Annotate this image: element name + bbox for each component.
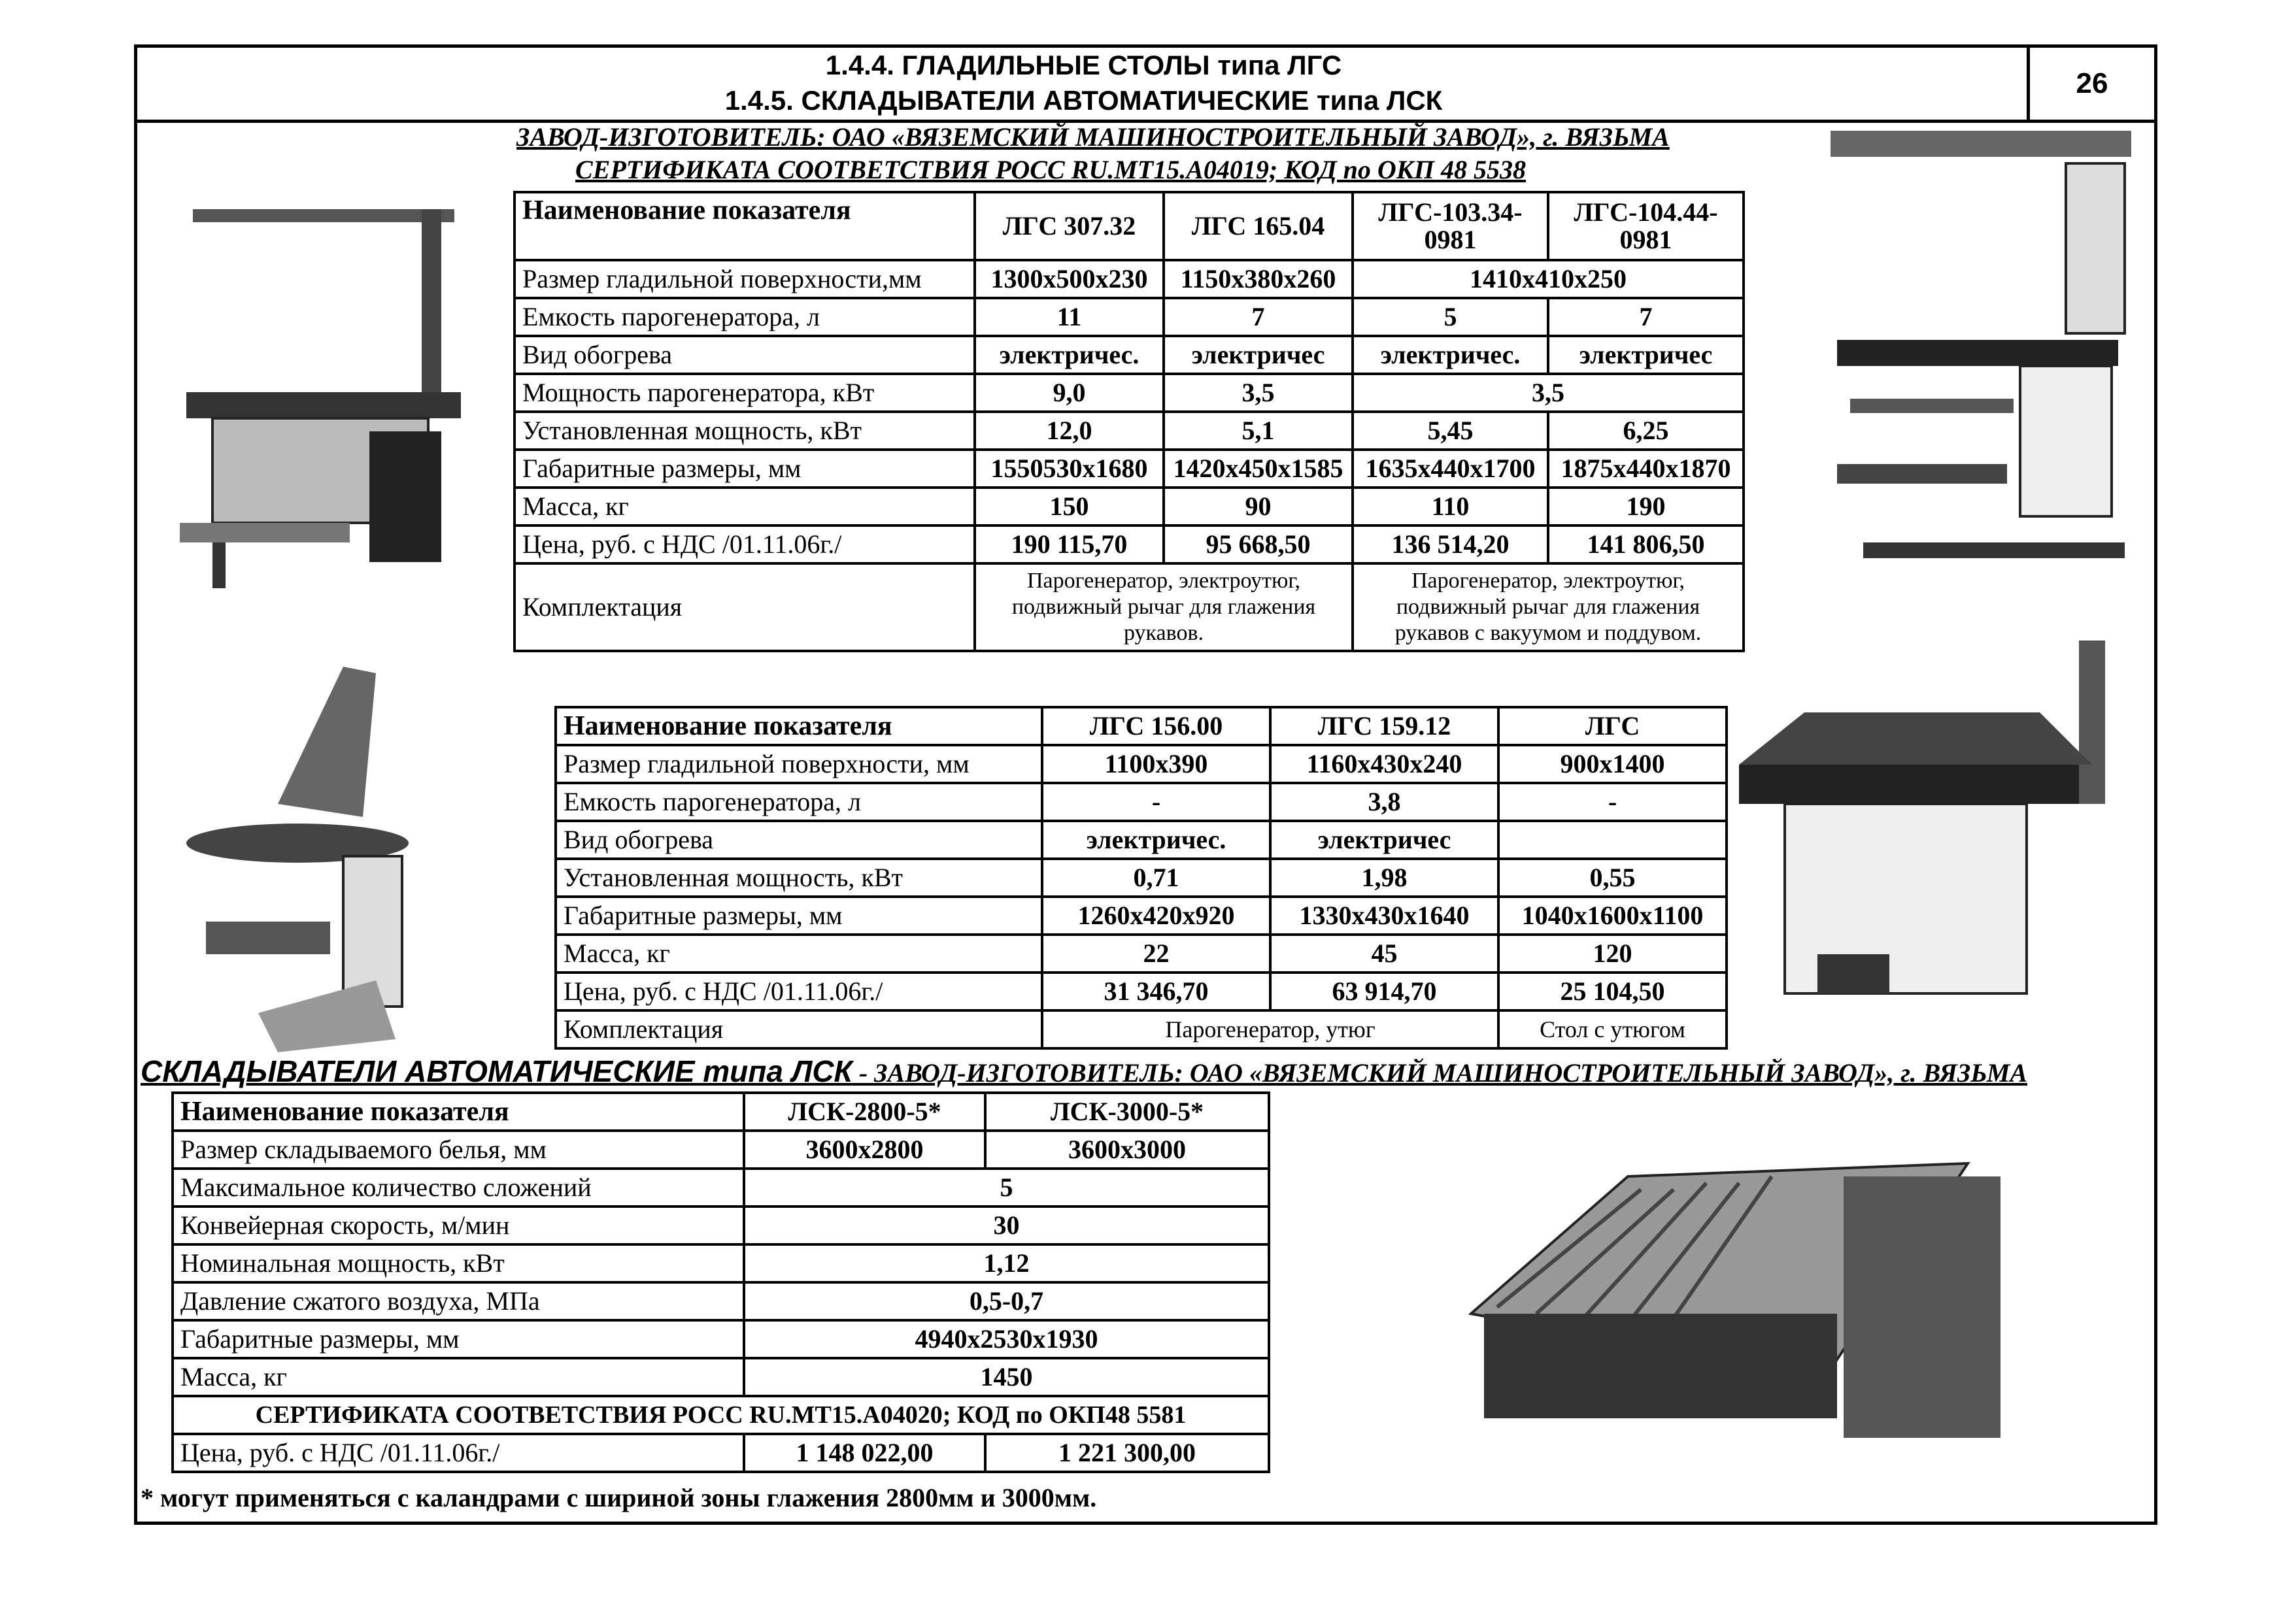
row-label: Комплектация: [556, 1010, 1042, 1048]
cell: 190 115,70: [975, 525, 1164, 563]
table-row: [173, 1207, 1269, 1244]
table-row: [515, 563, 1744, 651]
row-label: Мощность парогенератора, кВт: [515, 374, 975, 412]
cell: 1150x380x260: [1164, 260, 1353, 298]
ironing-table-image-1: [173, 183, 487, 595]
row-label: Габаритные размеры, мм: [556, 897, 1042, 935]
table-row: [173, 1282, 1269, 1320]
cell: 1300x500x230: [975, 260, 1164, 298]
table-row: [173, 1358, 1269, 1396]
table-row: [515, 260, 1744, 298]
table-row: [515, 336, 1744, 374]
kit-cell: Стол с утюгом: [1498, 1010, 1727, 1048]
cell: 3,5: [1353, 374, 1744, 412]
table-row: [556, 859, 1727, 897]
table-row: [173, 1320, 1269, 1358]
table1-header-model: ЛГС 165.04: [1164, 192, 1353, 260]
cell: 1550530x1680: [975, 450, 1164, 488]
cell: 95 668,50: [1164, 525, 1353, 563]
cell: 1160x430x240: [1270, 745, 1498, 783]
cell: 30: [744, 1207, 1269, 1244]
table-row: [556, 973, 1727, 1010]
row-label: Цена, руб. с НДС /01.11.06г./: [173, 1434, 744, 1472]
page-number: 26: [2027, 44, 2157, 123]
cell: 6,25: [1548, 412, 1744, 450]
folding-machine-image: [1458, 1150, 2033, 1477]
cell: 190: [1548, 488, 1744, 525]
cell: 150: [975, 488, 1164, 525]
ironing-table-photo-graphic: [173, 183, 487, 595]
cell: 25 104,50: [1498, 973, 1727, 1010]
cell: 1635x440x1700: [1353, 450, 1548, 488]
cell: 110: [1353, 488, 1548, 525]
cell: 22: [1042, 935, 1270, 973]
title-line-2: 1.4.5. СКЛАДЫВАТЕЛИ АВТОМАТИЧЕСКИЕ типа ЛСК: [724, 85, 1443, 116]
table-row: [173, 1244, 1269, 1282]
row-label: Вид обогрева: [515, 336, 975, 374]
cell: 45: [1270, 935, 1498, 973]
sleeve-ironing-table-photo-graphic: [180, 647, 454, 1052]
row-label: Масса, кг: [515, 488, 975, 525]
cell: 1100x390: [1042, 745, 1270, 783]
cell: 1875x440x1870: [1548, 450, 1744, 488]
footnote: * могут применяться с каландрами с шириной зоны глажения 2800мм и 3000мм.: [141, 1483, 1097, 1512]
certificate-line: СЕРТИФИКАТА СООТВЕТСТВИЯ РОСС RU.MT15.A04019; КОД по ОКП 48 5538: [575, 155, 1527, 184]
cell: 1,12: [744, 1244, 1269, 1282]
row-label: Давление сжатого воздуха, МПа: [173, 1282, 744, 1320]
title-line-1: 1.4.4. ГЛАДИЛЬНЫЕ СТОЛЫ типа ЛГС: [825, 50, 1342, 80]
cell: 1330x430x1640: [1270, 897, 1498, 935]
cell: 5: [744, 1169, 1269, 1207]
row-label: Цена, руб. с НДС /01.11.06г./: [515, 525, 975, 563]
cell: электричес.: [1042, 821, 1270, 859]
row-label: Емкость парогенератора, л: [515, 298, 975, 336]
cell: 11: [975, 298, 1164, 336]
table-row: [556, 783, 1727, 821]
table1-header-param: Наименование показателя: [515, 192, 975, 260]
cell: электричес.: [975, 336, 1164, 374]
table1-header-model: ЛГС-103.34-0981: [1353, 192, 1548, 260]
cell: 900x1400: [1498, 745, 1727, 783]
cell: 31 346,70: [1042, 973, 1270, 1010]
cell: 90: [1164, 488, 1353, 525]
row-label: Максимальное количество сложений: [173, 1169, 744, 1207]
row-label: Цена, руб. с НДС /01.11.06г./: [556, 973, 1042, 1010]
cell: 1 221 300,00: [985, 1434, 1269, 1472]
ironing-table-image-3: [1726, 641, 2125, 1033]
row-label: Масса, кг: [173, 1358, 744, 1396]
row-label: Размер гладильной поверхности, мм: [556, 745, 1042, 783]
table-row: [515, 412, 1744, 450]
row-label: Установленная мощность, кВт: [556, 859, 1042, 897]
table3-header-param: Наименование показателя: [173, 1093, 744, 1131]
table-row: [556, 935, 1727, 973]
kit-cell: Парогенератор, электроутюг, подвижный рычаг для глажения рукавов.: [975, 563, 1353, 651]
table2-header-model: ЛГС: [1498, 707, 1727, 745]
cell: 7: [1548, 298, 1744, 336]
cell: 1450: [744, 1358, 1269, 1396]
folders-section-maker: - ЗАВОД-ИЗГОТОВИТЕЛЬ: ОАО «ВЯЗЕМСКИЙ МАШИНОСТРОИТЕЛЬНЫЙ ЗАВОД», г. ВЯЗЬМА: [852, 1058, 2027, 1088]
ironing-table-photo-graphic: [1726, 641, 2125, 1033]
manufacturer-line: ЗАВОД-ИЗГОТОВИТЕЛЬ: ОАО «ВЯЗЕМСКИЙ МАШИНОСТРОИТЕЛЬНЫЙ ЗАВОД», г. ВЯЗЬМА: [516, 122, 1670, 152]
cell: 1 148 022,00: [744, 1434, 985, 1472]
cell: 3600x3000: [985, 1131, 1269, 1169]
table3-header-model: ЛСК-3000-5*: [985, 1093, 1269, 1131]
table-row: [515, 450, 1744, 488]
table-row: [173, 1434, 1269, 1472]
cell: 1,98: [1270, 859, 1498, 897]
cell: 136 514,20: [1353, 525, 1548, 563]
table1-header-model: ЛГС-104.44-0981: [1548, 192, 1744, 260]
cell: -: [1498, 783, 1727, 821]
cell: 1420x450x1585: [1164, 450, 1353, 488]
ironing-tables-spec-table-1: [513, 191, 1745, 652]
kit-cell: Парогенератор, утюг: [1042, 1010, 1498, 1048]
table3-header-model: ЛСК-2800-5*: [744, 1093, 985, 1131]
cell: электричес.: [1353, 336, 1548, 374]
folders-section-title: СКЛАДЫВАТЕЛИ АВТОМАТИЧЕСКИЕ типа ЛСК: [141, 1054, 853, 1088]
row-label: Масса, кг: [556, 935, 1042, 973]
table1-header-model: ЛГС 307.32: [975, 192, 1164, 260]
cell: 141 806,50: [1548, 525, 1744, 563]
table-row: [556, 821, 1727, 859]
table2-header-param: Наименование показателя: [556, 707, 1042, 745]
cell: 12,0: [975, 412, 1164, 450]
table-row: [515, 374, 1744, 412]
folders-section-heading: [141, 1054, 2027, 1089]
cell: 1410x410x250: [1353, 260, 1744, 298]
table-row: [556, 745, 1727, 783]
cell: 5,1: [1164, 412, 1353, 450]
row-label: Комплектация: [515, 563, 975, 651]
sleeve-ironing-table-image: [180, 647, 454, 1052]
cell: 0,71: [1042, 859, 1270, 897]
cell: 120: [1498, 935, 1727, 973]
table-row: [515, 488, 1744, 525]
cell: 3600x2800: [744, 1131, 985, 1169]
table-row: [173, 1169, 1269, 1207]
page-title: [134, 44, 2030, 123]
cell: 9,0: [975, 374, 1164, 412]
table-row: [556, 1010, 1727, 1048]
table2-header-model: ЛГС 159.12: [1270, 707, 1498, 745]
table-row: [515, 298, 1744, 336]
cell: 63 914,70: [1270, 973, 1498, 1010]
row-label: Размер складываемого белья, мм: [173, 1131, 744, 1169]
cell: 3,8: [1270, 783, 1498, 821]
cell: 1260x420x920: [1042, 897, 1270, 935]
row-label: Вид обогрева: [556, 821, 1042, 859]
row-label: Емкость парогенератора, л: [556, 783, 1042, 821]
row-label: Конвейерная скорость, м/мин: [173, 1207, 744, 1244]
ironing-table-photo-graphic: [1824, 124, 2138, 582]
folding-machine-photo-graphic: [1458, 1150, 2033, 1477]
folders-spec-table: [171, 1091, 1270, 1473]
kit-cell: Парогенератор, электроутюг, подвижный рычаг для глажения рукавов с вакуумом и поддувом.: [1353, 563, 1744, 651]
cell: 5: [1353, 298, 1548, 336]
cell: электричес: [1548, 336, 1744, 374]
row-label: Размер гладильной поверхности,мм: [515, 260, 975, 298]
ironing-tables-spec-table-2: [554, 706, 1728, 1050]
cell: 4940x2530x1930: [744, 1320, 1269, 1358]
table2-header-model: ЛГС 156.00: [1042, 707, 1270, 745]
table-row: [173, 1396, 1269, 1434]
table-row: [173, 1131, 1269, 1169]
row-label: Габаритные размеры, мм: [515, 450, 975, 488]
cell: 5,45: [1353, 412, 1548, 450]
ironing-table-image-2: [1824, 124, 2138, 582]
certificate-row: СЕРТИФИКАТА СООТВЕТСТВИЯ РОСС RU.MT15.A04020; КОД по ОКП48 5581: [173, 1396, 1269, 1434]
table-row: [515, 525, 1744, 563]
table-row: [556, 897, 1727, 935]
cell: 3,5: [1164, 374, 1353, 412]
row-label: Габаритные размеры, мм: [173, 1320, 744, 1358]
cell: электричес: [1270, 821, 1498, 859]
cell: электричес: [1164, 336, 1353, 374]
row-label: Номинальная мощность, кВт: [173, 1244, 744, 1282]
cell: [1498, 821, 1727, 859]
cell: -: [1042, 783, 1270, 821]
cell: 1040x1600x1100: [1498, 897, 1727, 935]
cell: 0,55: [1498, 859, 1727, 897]
cell: 7: [1164, 298, 1353, 336]
cell: 0,5-0,7: [744, 1282, 1269, 1320]
row-label: Установленная мощность, кВт: [515, 412, 975, 450]
